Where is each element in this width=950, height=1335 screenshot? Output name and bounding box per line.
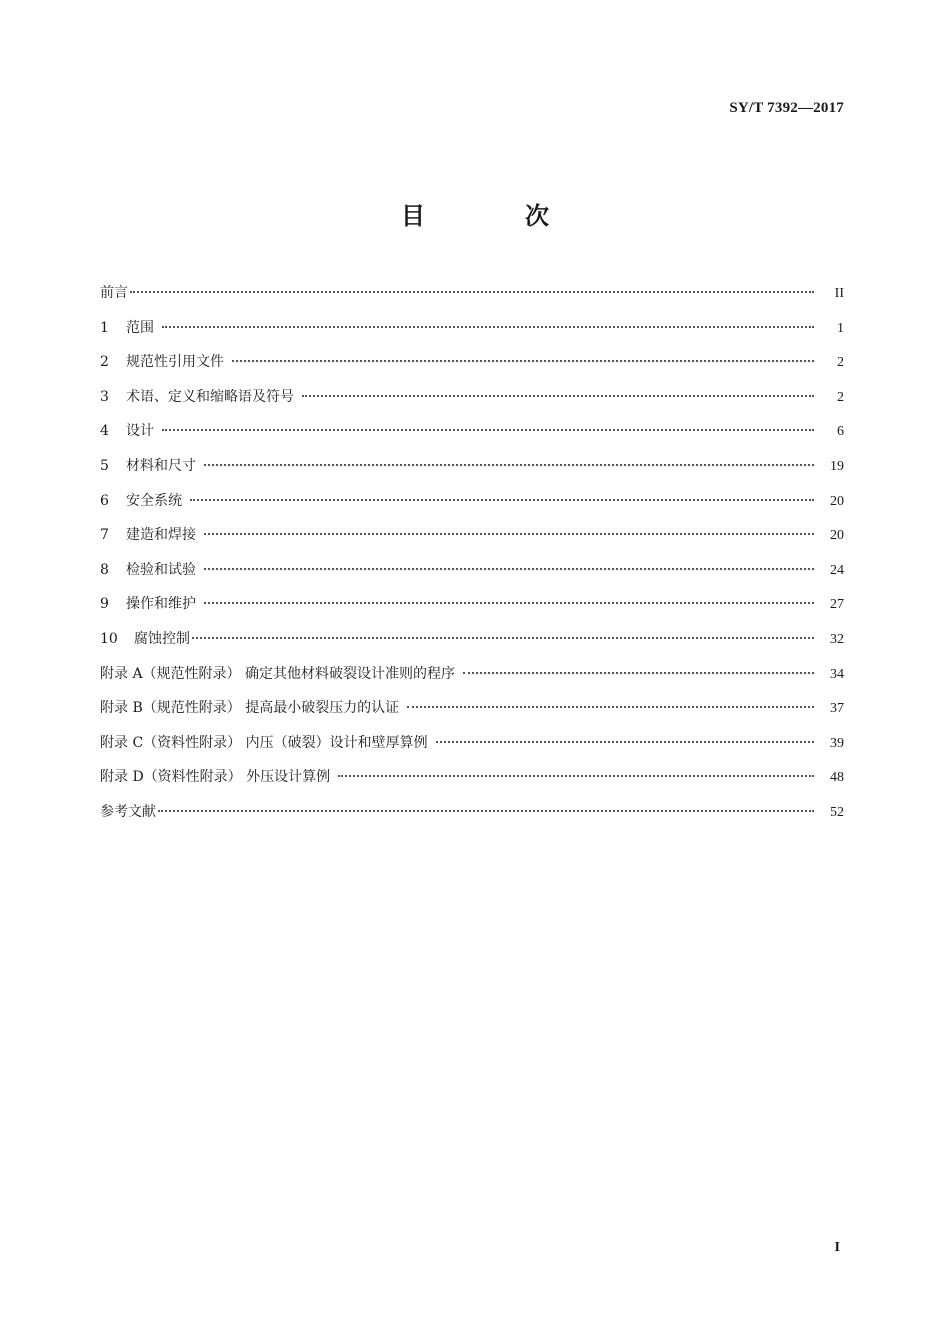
toc-section-number: 8 xyxy=(100,561,109,578)
toc-page-number: 19 xyxy=(830,458,844,474)
toc-label: 材料和尺寸 xyxy=(126,457,196,474)
dot-leader xyxy=(204,533,814,535)
toc-page-number: II xyxy=(834,286,844,301)
toc-label: 附录 C（资料性附录） 内压（破裂）设计和壁厚算例 xyxy=(100,734,428,751)
toc-page-number: 52 xyxy=(830,804,844,820)
toc-page-number: 27 xyxy=(830,597,844,613)
toc-page-number: 20 xyxy=(830,493,844,509)
toc-section-number: 4 xyxy=(100,423,109,440)
toc-section-number: 1 xyxy=(100,319,109,336)
dot-leader xyxy=(162,429,814,431)
page-number: I xyxy=(834,1240,840,1255)
toc-page-number: 48 xyxy=(830,770,844,786)
dot-leader xyxy=(204,568,814,570)
toc-section-number: 5 xyxy=(100,457,109,474)
toc-label: 前言 xyxy=(100,285,128,301)
toc-entry-2[interactable] xyxy=(100,352,844,387)
toc-entry-6[interactable] xyxy=(100,491,844,526)
toc-label: 术语、定义和缩略语及符号 xyxy=(126,388,294,405)
dot-leader xyxy=(158,810,814,812)
toc-page-number: 6 xyxy=(837,424,844,440)
dot-leader xyxy=(407,706,814,708)
dot-leader xyxy=(463,672,814,674)
toc-page-number: 37 xyxy=(830,701,844,717)
toc-entry-3[interactable] xyxy=(100,387,844,422)
toc-section-number: 9 xyxy=(100,596,109,613)
toc-section-number: 7 xyxy=(100,527,109,544)
toc-entry-4[interactable] xyxy=(100,421,844,456)
dot-leader xyxy=(204,464,814,466)
dot-leader xyxy=(190,499,814,501)
dot-leader xyxy=(436,741,814,743)
toc-label: 范围 xyxy=(126,319,154,336)
toc-entry-5[interactable] xyxy=(100,456,844,491)
toc-page-number: 39 xyxy=(830,735,844,751)
dot-leader xyxy=(338,775,814,777)
toc-label: 规范性引用文件 xyxy=(126,354,224,371)
toc-label: 操作和维护 xyxy=(126,596,196,613)
toc-entry-appendix-a[interactable] xyxy=(100,664,844,699)
dot-leader xyxy=(302,395,814,397)
toc-page-number: 34 xyxy=(830,666,844,682)
toc-section-number: 6 xyxy=(100,492,109,509)
toc-entry-1[interactable] xyxy=(100,318,844,353)
toc-page-number: 32 xyxy=(830,631,844,647)
toc-page-number: 24 xyxy=(830,562,844,578)
toc-section-number: 2 xyxy=(100,354,109,371)
toc-entry-appendix-c[interactable] xyxy=(100,733,844,768)
toc-entry-appendix-b[interactable] xyxy=(100,698,844,733)
table-of-contents xyxy=(100,283,844,837)
toc-entry-8[interactable] xyxy=(100,560,844,595)
toc-label: 设计 xyxy=(126,423,154,440)
toc-label: 附录 D（资料性附录） 外压设计算例 xyxy=(100,769,331,786)
toc-section-number: 10 xyxy=(100,630,118,647)
dot-leader xyxy=(232,360,814,362)
toc-label: 附录 A（规范性附录） 确定其他材料破裂设计准则的程序 xyxy=(100,665,456,682)
toc-entry-10[interactable] xyxy=(100,629,844,664)
toc-label: 腐蚀控制 xyxy=(134,630,190,647)
toc-entry-7[interactable] xyxy=(100,525,844,560)
toc-label: 安全系统 xyxy=(126,492,182,509)
page-title: 目 次 xyxy=(401,202,587,230)
dot-leader xyxy=(130,291,814,293)
toc-entry-appendix-d[interactable] xyxy=(100,767,844,802)
standard-code: SY/T 7392—2017 xyxy=(729,100,844,116)
toc-entry-9[interactable] xyxy=(100,594,844,629)
toc-label: 参考文献 xyxy=(100,803,156,820)
toc-entry-references[interactable] xyxy=(100,802,844,837)
toc-label: 检验和试验 xyxy=(126,561,196,578)
toc-label: 建造和焊接 xyxy=(126,527,196,544)
toc-page-number: 1 xyxy=(837,320,844,336)
dot-leader xyxy=(162,326,814,328)
toc-entry-foreword[interactable] xyxy=(100,283,844,318)
toc-page-number: 2 xyxy=(837,355,844,371)
toc-page-number: 20 xyxy=(830,528,844,544)
toc-page-number: 2 xyxy=(837,389,844,405)
dot-leader xyxy=(192,637,814,639)
dot-leader xyxy=(204,602,814,604)
toc-label: 附录 B（规范性附录） 提高最小破裂压力的认证 xyxy=(100,700,400,717)
toc-section-number: 3 xyxy=(100,388,109,405)
